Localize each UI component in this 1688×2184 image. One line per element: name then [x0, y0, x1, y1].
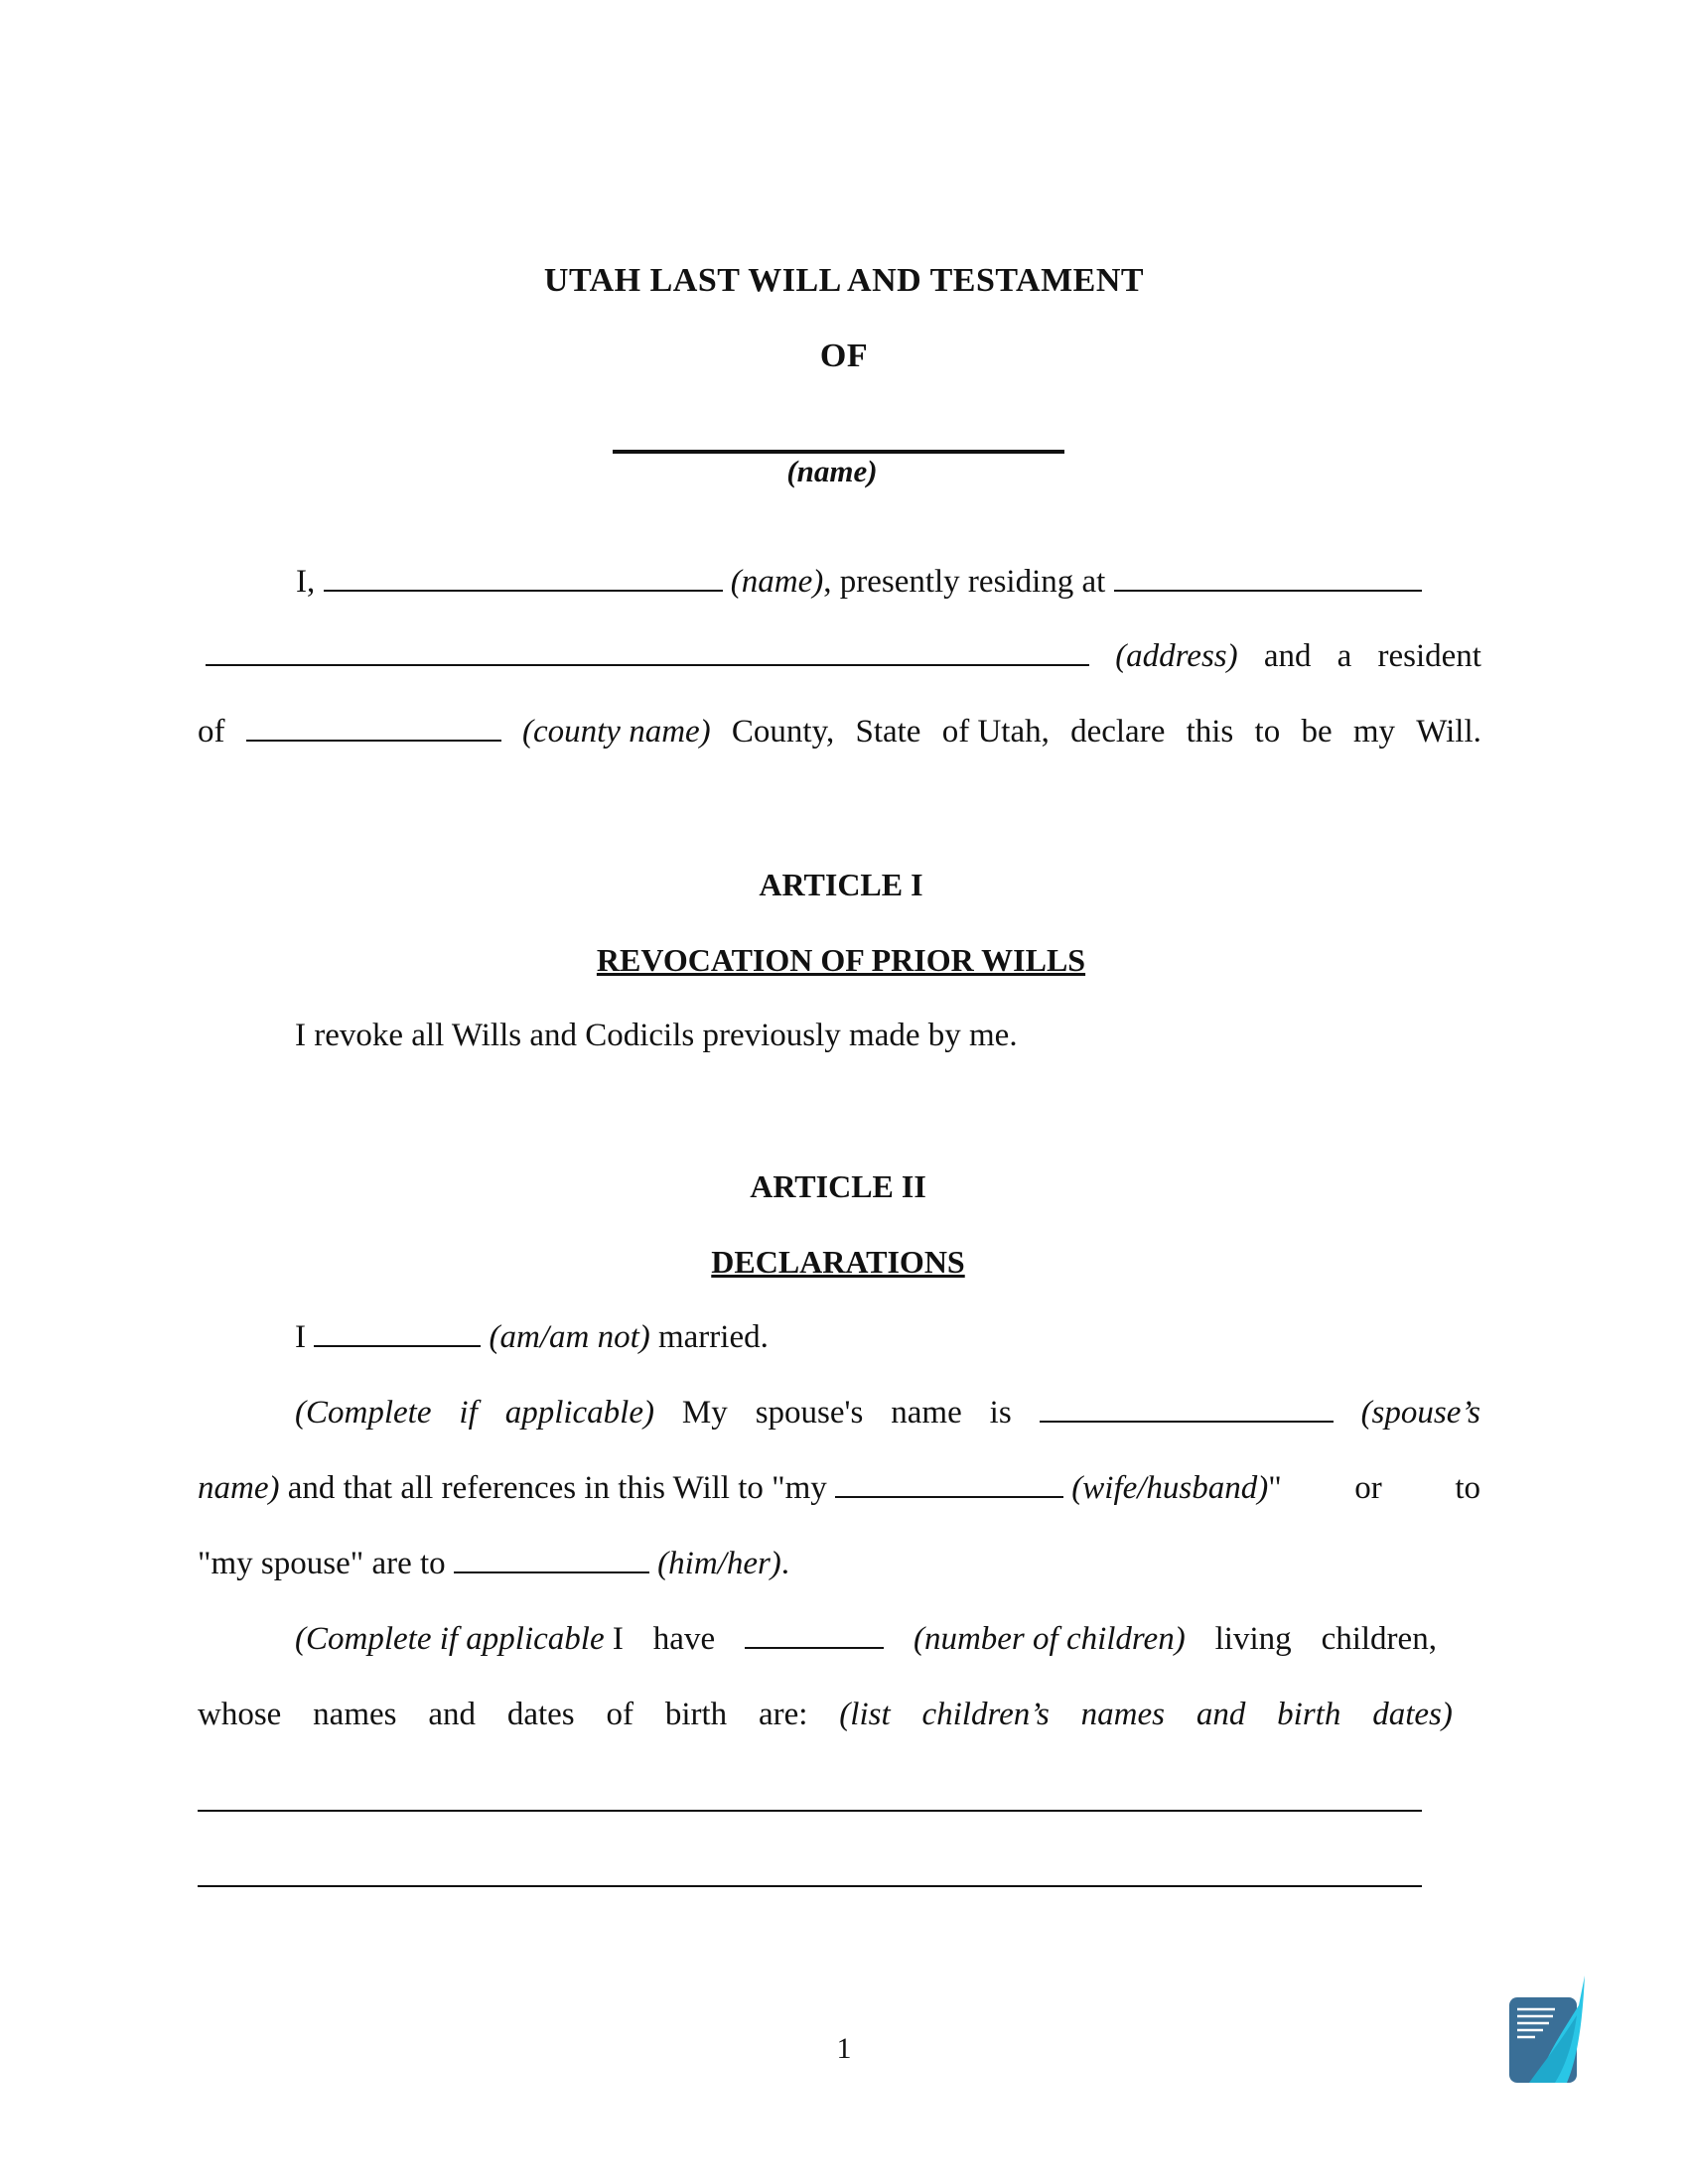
word: applicable): [504, 1395, 654, 1431]
spouse-name-blank: [1040, 1420, 1334, 1423]
word: and that all references in this Will to "my: [287, 1470, 827, 1506]
word: Will.: [1416, 714, 1481, 750]
article-2-heading: DECLARATIONS: [711, 1244, 965, 1280]
word: resident: [1377, 638, 1481, 674]
word: birth: [664, 1697, 728, 1732]
county-hint: (county name): [522, 714, 711, 750]
document-feather-logo-icon: [1509, 1976, 1585, 2085]
address-hint: (address): [1115, 638, 1238, 674]
word: and: [1263, 638, 1312, 674]
wife-husband-blank: [835, 1495, 1063, 1498]
word: (list: [839, 1697, 891, 1732]
word: is: [989, 1395, 1012, 1431]
article-1-heading: REVOCATION OF PRIOR WILLS: [596, 942, 1086, 978]
children-line-1: [295, 1621, 1437, 1658]
word: of Utah,: [941, 714, 1050, 750]
word: name: [891, 1395, 962, 1431]
word: name): [198, 1470, 280, 1506]
word: or: [1354, 1470, 1382, 1506]
word: I: [295, 1319, 306, 1355]
spouse-hint: (spouse’s: [1360, 1395, 1480, 1431]
word: names: [1080, 1697, 1165, 1732]
word: and: [1196, 1697, 1246, 1732]
word: (Complete: [295, 1395, 432, 1431]
article-1-text: I revoke all Wills and Codicils previously made by me.: [295, 1018, 1018, 1053]
word: are:: [759, 1697, 808, 1732]
county-blank: [246, 739, 501, 742]
him-her-hint: (him/her): [657, 1546, 781, 1581]
word: .: [780, 1546, 790, 1581]
word: I: [612, 1621, 624, 1657]
children-count-blank: [745, 1646, 884, 1649]
married-hint: (am/am not): [489, 1319, 650, 1355]
word: "my spouse" are to: [198, 1546, 446, 1581]
word: children,: [1321, 1621, 1437, 1657]
word: State: [855, 714, 921, 750]
intro-line-1: [296, 564, 1422, 601]
him-her-blank: [454, 1570, 649, 1573]
married-blank: [314, 1344, 481, 1347]
spouse-line-1: [295, 1395, 1480, 1432]
word: living: [1214, 1621, 1292, 1657]
word: married.: [657, 1319, 769, 1355]
word: this: [1186, 714, 1234, 750]
word: of: [198, 714, 225, 750]
spouse-line-3: [198, 1546, 789, 1582]
intro-i: I,: [296, 564, 316, 600]
word: to: [1254, 714, 1281, 750]
word: dates): [1372, 1697, 1453, 1732]
word: spouse's: [755, 1395, 864, 1431]
word: children’s: [921, 1697, 1050, 1732]
word: and: [428, 1697, 476, 1732]
wife-husband-hint: (wife/husband): [1071, 1470, 1269, 1506]
children-line-2: [198, 1697, 1453, 1733]
word: declare: [1070, 714, 1166, 750]
word: whose: [198, 1697, 282, 1732]
word: County,: [731, 714, 835, 750]
residing-text: , presently residing at: [823, 564, 1106, 600]
article-2-number: ARTICLE II: [750, 1168, 926, 1204]
word: to: [1455, 1470, 1480, 1506]
children-blank-line-1: [198, 1810, 1422, 1812]
title-of: OF: [819, 338, 869, 374]
word: (Complete if applicable: [295, 1621, 605, 1657]
children-count-hint: (number of children): [913, 1621, 1186, 1657]
word: be: [1301, 714, 1333, 750]
children-blank-line-2: [198, 1885, 1422, 1887]
article-1-number: ARTICLE I: [759, 867, 923, 902]
name-hint: (name): [730, 564, 824, 600]
word: dates: [506, 1697, 575, 1732]
word: My: [681, 1395, 728, 1431]
page-number: 1: [836, 2032, 852, 2065]
word: my: [1352, 714, 1396, 750]
intro-line-2: [206, 638, 1481, 675]
word: of: [606, 1697, 633, 1732]
document-title: UTAH LAST WILL AND TESTAMENT: [543, 262, 1145, 299]
word: birth: [1277, 1697, 1341, 1732]
word: if: [459, 1395, 478, 1431]
word: a: [1336, 638, 1352, 674]
name-caption: (name): [786, 454, 878, 488]
word: have: [652, 1621, 716, 1657]
name-blank: [324, 589, 723, 592]
address-blank-2: [206, 663, 1089, 666]
address-blank-1: [1114, 589, 1422, 592]
married-line: [295, 1319, 769, 1356]
spouse-line-2: [198, 1470, 1480, 1507]
word: ": [1268, 1470, 1282, 1506]
intro-line-3: [198, 714, 1481, 751]
word: names: [313, 1697, 397, 1732]
